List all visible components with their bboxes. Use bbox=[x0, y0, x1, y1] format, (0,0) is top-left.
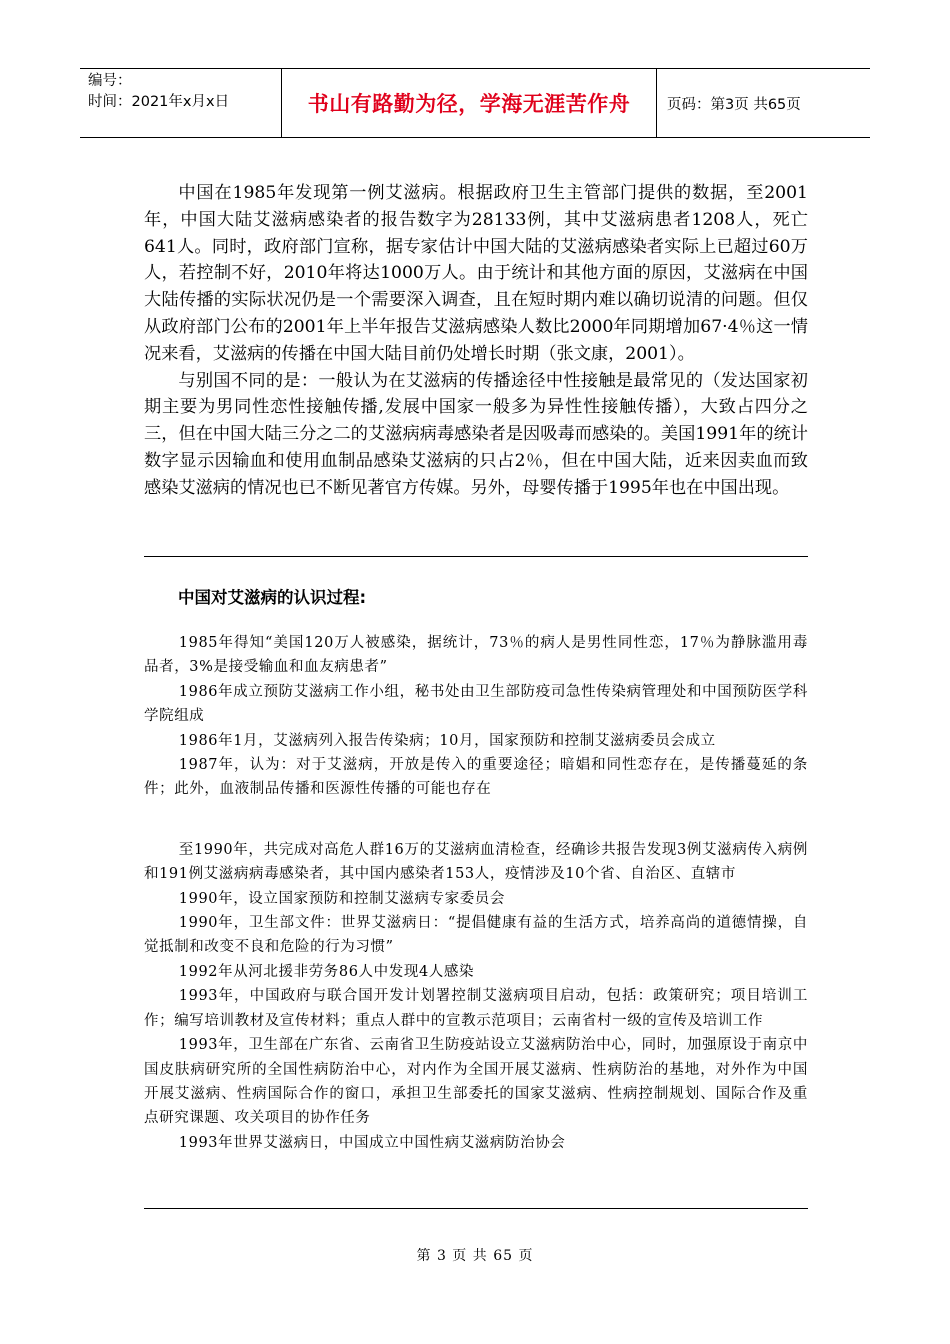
divider bbox=[144, 1208, 808, 1209]
timeline-item: 1985年得知“美国120万人被感染，据统计，73％的病人是男性同性恋，17％为静脉滥用毒品者，3%是接受输血和血友病患者” bbox=[144, 635, 808, 676]
timeline-item: 1990年，卫生部文件：世界艾滋病日：“提倡健康有益的生活方式，培养高尚的道德情操，自觉抵制和改变不良和危险的行为习惯” bbox=[144, 915, 808, 956]
header-page-label: 页码：第3页 共65页 bbox=[667, 96, 801, 113]
timeline-item: 1986年成立预防艾滋病工作小组，秘书处由卫生部防疫司急性传染病管理处和中国预防医学科学院组成 bbox=[144, 683, 808, 725]
divider bbox=[144, 556, 808, 557]
page-header bbox=[80, 68, 870, 138]
timeline-item: 至1990年，共完成对高危人群16万的艾滋病血清检查，经确诊共报告发现3例艾滋病传入病例和191例艾滋病病毒感染者，其中国内感染者153人，疫情涉及10个省、自治区、直辖市 bbox=[144, 841, 808, 883]
timeline-item: 1993年，卫生部在广东省、云南省卫生防疫站设立艾滋病防治中心，同时，加强原设于南京中国皮肤病研究所的全国性病防治中心，对内作为全国开展艾滋病、性病防治的基地，对外作为中国开展艾滋病、性病国际合作的窗口，承担卫生部委托的国家艾滋病、性病控制规划、国际合作及重点研究课题、攻关项目的协作任务 bbox=[144, 1037, 808, 1127]
timeline bbox=[144, 631, 808, 1155]
timeline-item: 1990年，设立国家预防和控制艾滋病专家委员会 bbox=[178, 890, 505, 907]
header-motto: 书山有路勤为径，学海无涯苦作舟 bbox=[282, 69, 657, 137]
spacer bbox=[144, 802, 808, 838]
page-footer: 第 3 页 共 65 页 bbox=[416, 1248, 534, 1264]
paragraph: 与别国不同的是：一般认为在艾滋病的传播途径中性接触是最常见的（发达国家初期主要为男同性恋性接触传播,发展中国家一般多为异性性接触传播），大致占四分之三，但在中国大陆三分之二的艾滋病病毒感染者是因吸毒而感染的。美国1991年的统计数字显示因输血和使用血制品感染艾滋病的只占2％，但在中国大陆，近来因卖血而致感染艾滋病的情况也已不断见著官方传媒。另外，母婴传播于1995年也在中国出现。 bbox=[144, 370, 808, 498]
paragraph: 中国在1985年发现第一例艾滋病。根据政府卫生主管部门提供的数据，至2001年，中国大陆艾滋病感染者的报告数字为28133例，其中艾滋病患者1208人，死亡641人。同时，政府部门宣称，据专家估计中国大陆的艾滋病感染者实际上已超过60万人，若控制不好，2010年将达1000万人。由于统计和其他方面的原因，艾滋病在中国大陆传播的实际状况仍是一个需要深入调查，且在短时期内难以确切说清的问题。但仅从政府部门公布的2001年上半年报告艾滋病感染人数比2000年同期增加67·4％这一情况来看，艾滋病的传播在中国大陆目前仍处增长时期（张文康，2001）。 bbox=[144, 183, 808, 364]
timeline-item: 1993年，中国政府与联合国开发计划署控制艾滋病项目启动，包括：政策研究；项目培训工作；编写培训教材及宣传材料；重点人群中的宣教示范项目；云南省村一级的宣传及培训工作 bbox=[144, 988, 808, 1029]
timeline-item: 1986年1月，艾滋病列入报告传染病；10月，国家预防和控制艾滋病委员会成立 bbox=[178, 732, 716, 749]
section-title: 中国对艾滋病的认识过程: bbox=[178, 588, 367, 607]
timeline-item: 1993年世界艾滋病日，中国成立中国性病艾滋病防治协会 bbox=[178, 1134, 566, 1151]
main-text bbox=[144, 180, 808, 502]
timeline-item: 1992年从河北援非劳务86人中发现4人感染 bbox=[178, 963, 475, 980]
header-meta bbox=[80, 69, 282, 137]
number-label: 编号： bbox=[88, 73, 132, 89]
date-label: 时间：2021年x月x日 bbox=[88, 94, 230, 110]
timeline-item: 1987年，认为：对于艾滋病，开放是传入的重要途径；暗娼和同性恋存在，是传播蔓延的条件；此外，血液制品传播和医源性传播的可能也存在 bbox=[144, 757, 808, 798]
